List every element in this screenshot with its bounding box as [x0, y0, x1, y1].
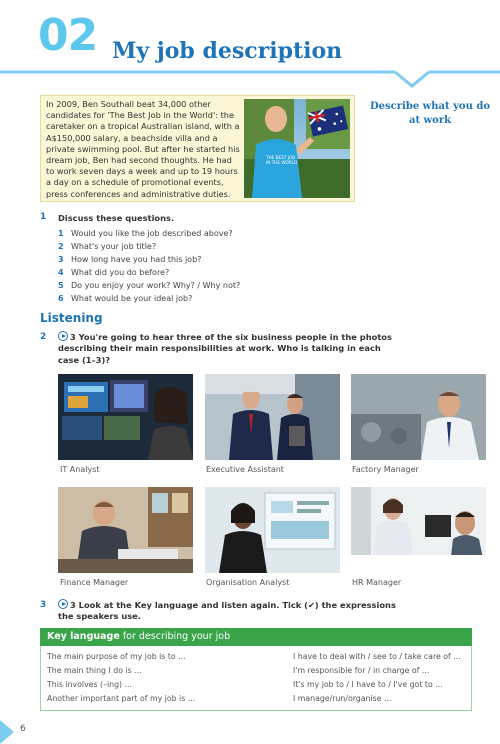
unit-number: 02: [38, 10, 98, 61]
photo-caption: IT Analyst: [60, 465, 100, 474]
instruction-line: case (1–3)?: [58, 355, 111, 365]
exercise-instruction: Discuss these questions.: [58, 213, 175, 223]
question-text: What did you do before?: [71, 268, 170, 277]
photo-caption: Executive Assistant: [206, 465, 284, 474]
listening-heading: Listening: [40, 311, 103, 325]
question-text: Do you enjoy your work? Why? / Why not?: [71, 281, 241, 290]
instruction-line: You're going to hear three of the six business people in the photos: [78, 332, 392, 342]
photo-organisation-analyst: [205, 487, 340, 573]
instruction-line: the speakers use.: [58, 611, 141, 621]
page-title: My job description: [112, 38, 343, 64]
section-side-heading: Describe what you do at work: [370, 101, 491, 126]
question-number: 4: [58, 268, 64, 277]
page-corner-triangle: [0, 720, 16, 744]
question-text: Would you like the job described above?: [71, 229, 233, 238]
question-number: 3: [58, 255, 64, 264]
key-language-title-rest: for describing your job: [119, 631, 231, 642]
photo-caption: Finance Manager: [60, 578, 129, 587]
photo-caption: Organisation Analyst: [206, 578, 290, 587]
exercise-number: 1: [40, 212, 47, 222]
exercise-instruction: [58, 599, 396, 611]
audio-icon[interactable]: [58, 599, 68, 609]
key-phrase: I have to deal with / see to / take care of ...: [293, 652, 461, 661]
key-phrase: The main purpose of my job is to ...: [47, 652, 186, 661]
key-phrase: The main thing I do is ...: [47, 666, 142, 675]
exercise-number: 3: [40, 600, 47, 610]
instruction-line: Look at the Key language and listen again. Tick (✔) the expressions: [78, 600, 396, 610]
question-number: 5: [58, 281, 64, 290]
photo-executive-assistant: [205, 374, 340, 460]
photo-caption: Factory Manager: [352, 465, 419, 474]
exercise-instruction: [58, 331, 392, 343]
photo-factory-manager: [351, 374, 486, 460]
audio-icon[interactable]: [58, 331, 68, 341]
key-language-title: [47, 631, 230, 642]
photo-caption: HR Manager: [352, 578, 402, 587]
key-phrase: This involves (–ing) ...: [47, 680, 132, 689]
key-phrase: Another important part of my job is ...: [47, 694, 196, 703]
intro-text: In 2009, Ben Southall beat 34,000 other candidates for 'The Best Job in the World': the caretaker on a tropical Australian island, with a A$150,000 salary, a beachside villa and a private swimming pool. But after he started his dream job, Ben had second thoughts. He had to work seven days a week and up to 19 hours a day on a schedule of promotional events, press conferences and administrative duties.: [46, 99, 240, 199]
photo-it-analyst: [58, 374, 193, 460]
svg-text:THE BEST JOB: THE BEST JOB: [266, 155, 296, 160]
question-number: 1: [58, 229, 64, 238]
photo-finance-manager: [58, 487, 193, 573]
intro-photo: [244, 99, 350, 198]
key-language-title-bold: Key language: [47, 631, 120, 642]
question-text: What would be your ideal job?: [71, 294, 193, 303]
page-number: 6: [20, 724, 26, 734]
photo-hr-manager: [351, 487, 486, 573]
key-phrase: I'm responsible for / in charge of ...: [293, 666, 430, 675]
question-number: 6: [58, 294, 64, 303]
instruction-line: describing their main responsibilities at work. Who is talking in each: [58, 343, 381, 353]
track-number: 3: [70, 600, 76, 610]
key-phrase: I manage/run/organise ...: [293, 694, 392, 703]
question-text: How long have you had this job?: [71, 255, 202, 264]
question-number: 2: [58, 242, 64, 251]
question-text: What's your job title?: [71, 242, 157, 251]
key-phrase: It's my job to / I have to / I've got to ...: [293, 680, 443, 689]
header-rule: [0, 64, 500, 90]
svg-text:IN THE WORLD: IN THE WORLD: [266, 160, 298, 165]
exercise-number: 2: [40, 332, 47, 342]
track-number: 3: [70, 332, 76, 342]
